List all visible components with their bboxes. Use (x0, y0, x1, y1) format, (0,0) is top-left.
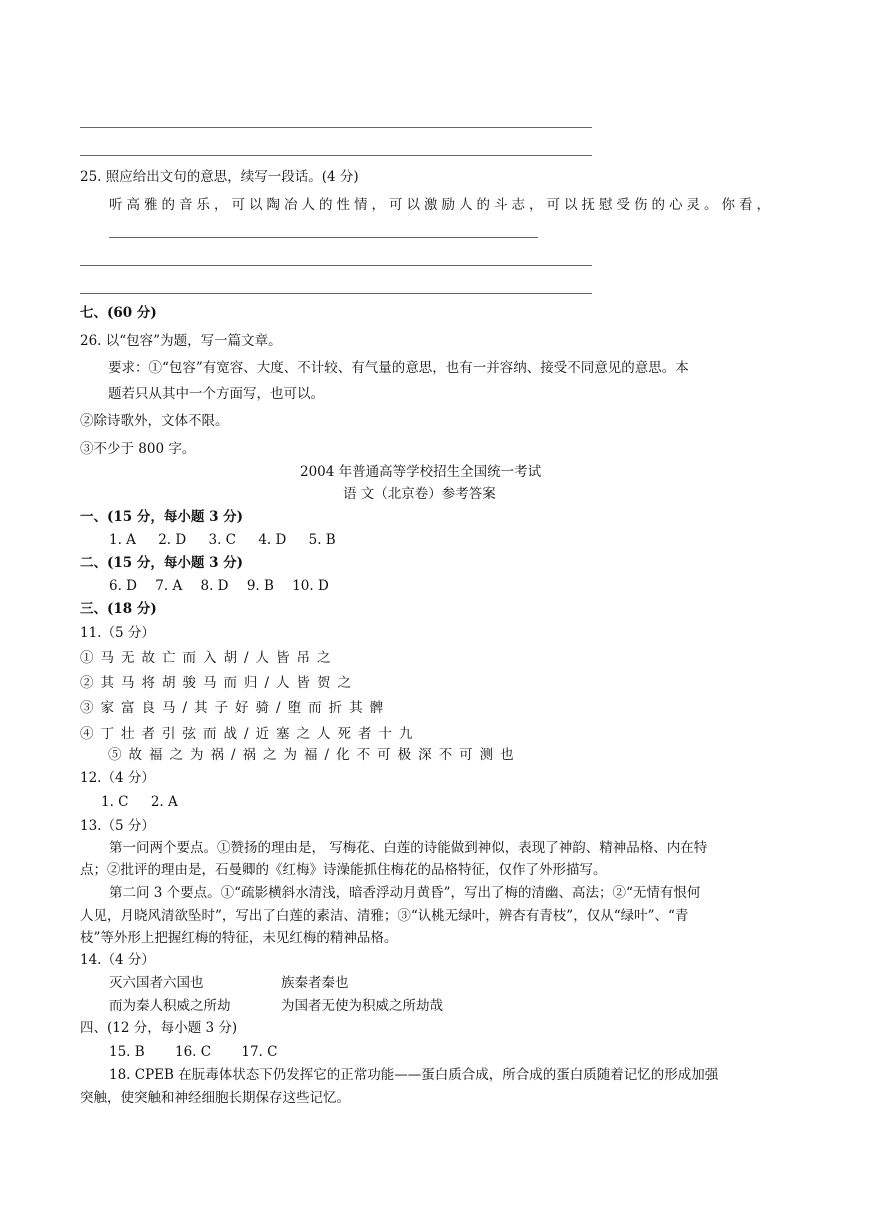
section-1-heading: 一、(15 分，每小题 3 分) (80, 509, 244, 525)
q14-cell: 族秦者秦也 (281, 975, 349, 991)
q14-row-1 (109, 975, 349, 991)
section-7-heading: 七、(60 分) (80, 305, 157, 321)
answer-item: 16. C (174, 1044, 212, 1060)
question-12-answers (101, 794, 196, 810)
answer-item: 17. C (241, 1044, 278, 1060)
question-13-title: 13.（5 分） (80, 818, 155, 834)
answer-item: 15. B (109, 1044, 145, 1060)
q13-para2-line3: 枝”等外形上把握红梅的特征，未见红梅的精神品格。 (80, 930, 398, 946)
answer-blank-line[interactable] (80, 265, 592, 266)
question-25-prompt: 听高雅的音乐，可以陶冶人的性情，可以激励人的斗志，可以抚慰受伤的心灵。你看， (109, 197, 774, 213)
answer-item: 4. D (258, 532, 287, 548)
answer-blank-line[interactable] (80, 293, 592, 294)
answer-item: 7. A (155, 578, 183, 594)
q14-cell: 为国者无使为积威之所劫哉 (281, 998, 443, 1014)
q11-line-5: ⑤故福之为祸/祸之为福/化不可极深不可测也 (108, 747, 521, 763)
answer-item: 2. D (158, 532, 187, 548)
answer-blank-line[interactable] (109, 237, 538, 238)
q13-para1-line1: 第一问两个要点。①赞扬的理由是， 写梅花、白莲的诗能做到神似，表现了神韵、精神品格、内在特 (109, 840, 708, 856)
q14-cell: 而为秦人积威之所劫 (109, 998, 231, 1014)
question-25-title: 25. 照应给出文句的意思，续写一段话。(4 分) (80, 169, 359, 185)
q13-para1-line2: 点；②批评的理由是，石曼卿的《红梅》诗澡能抓住梅花的品格特征，仅作了外形描写。 (80, 862, 607, 878)
answer-item: 10. D (292, 578, 329, 594)
answer-key-subtitle: 语 文（北京卷）参考答案 (343, 486, 496, 502)
section-4-answers (109, 1044, 295, 1060)
answer-item: 9. B (246, 578, 274, 594)
answer-item: 5. B (308, 532, 336, 548)
requirement-line-1: 要求：①“包容”有宽容、大度、不计较、有气量的意思，也有一并容纳、接受不同意见的意思。本 (108, 360, 689, 376)
question-12-title: 12.（4 分） (80, 770, 155, 786)
answer-blank-line[interactable] (80, 155, 592, 156)
answer-item: 1. A (109, 532, 136, 548)
requirement-3: ③不少于 800 字。 (80, 441, 196, 457)
section-1-answers (109, 532, 354, 548)
q11-line-2: ②其马将胡骏马而归/人皆贺之 (80, 675, 359, 691)
answer-blank-line[interactable] (80, 127, 592, 128)
q18-line-2: 突触，使突触和神经细胞长期保存这些记忆。 (80, 1090, 350, 1106)
section-3-heading: 三、(18 分) (80, 601, 157, 617)
question-14-title: 14.（4 分） (80, 952, 155, 968)
q14-row-2 (109, 998, 443, 1014)
q11-line-3: ③家富良马/其子好骑/堕而折其髀 (80, 700, 391, 716)
q11-line-4: ④丁壮者引弦而战/近塞之人死者十九 (80, 726, 420, 742)
q13-para2-line1: 第二问 3 个要点。①“疏影横斜水清浅，暗香浮动月黄昏”，写出了梅的清幽、高法；②“无情有恨何 (109, 885, 701, 901)
question-11-title: 11.（5 分） (80, 625, 155, 641)
answer-item: 1. C (101, 794, 129, 810)
section-2-heading: 二、(15 分，每小题 3 分) (80, 555, 244, 571)
q14-cell: 灭六国者六国也 (109, 975, 204, 991)
requirement-line-2: 题若只从其中一个方面写，也可以。 (108, 386, 324, 402)
q11-line-1: ①马无故亡而入胡/人皆吊之 (80, 650, 338, 666)
section-2-answers (109, 578, 343, 594)
q18-line-1: 18. CPEB 在朊毒体状态下仍发挥它的正常功能——蛋白质合成，所合成的蛋白质随着记忆的形成加强 (109, 1067, 719, 1083)
section-4-heading: 四、(12 分，每小题 3 分) (80, 1020, 238, 1036)
answer-key-title: 2004 年普通高等学校招生全国统一考试 (300, 464, 542, 480)
answer-item: 2. A (150, 794, 178, 810)
requirement-2: ②除诗歌外，文体不限。 (80, 413, 229, 429)
answer-item: 8. D (200, 578, 229, 594)
question-26-title: 26. 以“包容”为题，写一篇文章。 (80, 333, 282, 349)
answer-item: 6. D (109, 578, 137, 594)
answer-item: 3. C (208, 532, 237, 548)
q13-para2-line2: 人见，月晓风清欲坠时”，写出了白莲的素洁、清雅；③“认桃无绿叶，辨杏有青枝”，仅从“绿叶”、“青 (80, 908, 689, 924)
